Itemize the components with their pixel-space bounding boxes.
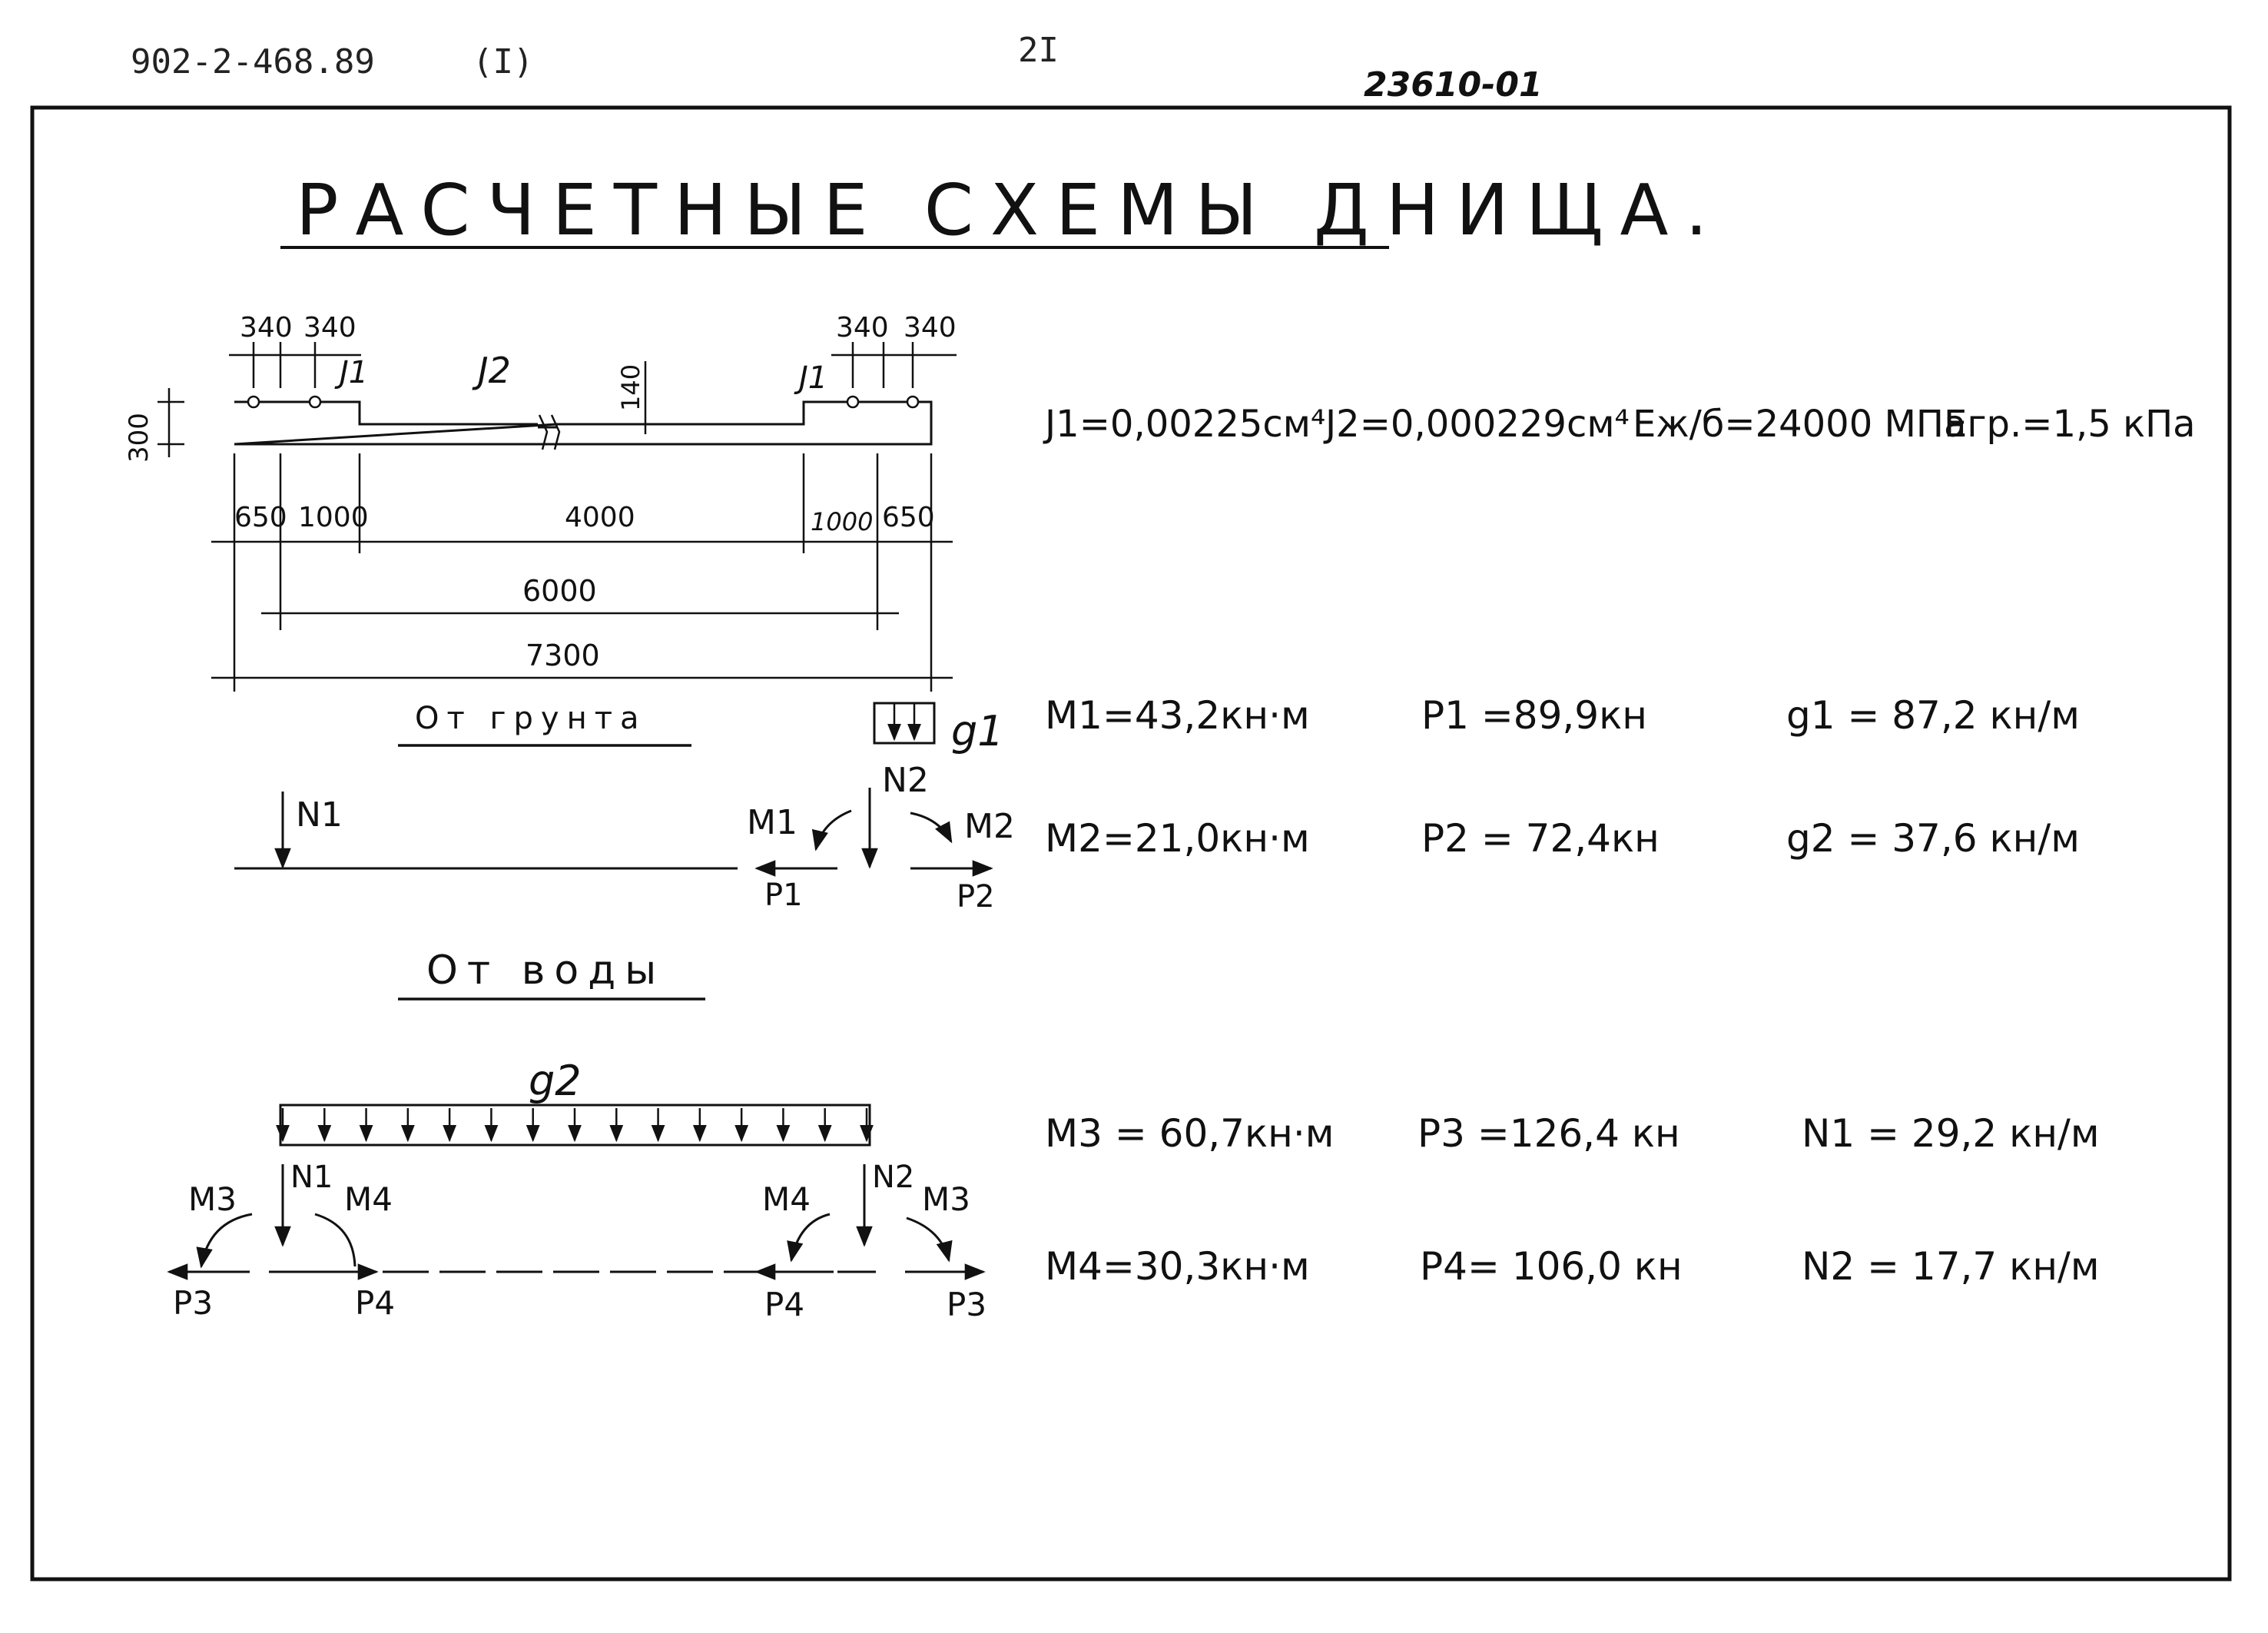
label-y1-right: Ј1 <box>799 360 828 396</box>
label-y1-left: Ј1 <box>340 355 369 390</box>
heading-water: От воды <box>426 948 666 994</box>
page-number: 2I <box>1018 31 1059 70</box>
slab-outline <box>234 402 931 444</box>
label-p2: P2 <box>957 879 995 914</box>
ground-case-scheme <box>234 701 1015 914</box>
node-2 <box>310 397 320 407</box>
drawing-title: РАСЧЕТНЫЕ СХЕМЫ ДНИЩА. <box>296 169 1725 251</box>
node-4 <box>907 397 918 407</box>
arc-m2 <box>910 813 951 841</box>
label-m2: M2 <box>964 807 1015 846</box>
doc-part: (I) <box>472 42 534 81</box>
dim-650-right: 650 <box>882 502 935 533</box>
inventory-number: 23610-01 <box>1364 65 1543 105</box>
value-m2: M2=21,0кн·м <box>1045 816 1310 861</box>
ground-case-values <box>1045 693 2080 861</box>
value-p1: P1 =89,9кн <box>1421 693 1647 738</box>
label-p1: P1 <box>764 878 803 913</box>
doc-code: 902-2-468.89 <box>131 42 375 81</box>
dim-height-140: 140 <box>616 363 645 411</box>
label-n2-ground: N2 <box>882 761 929 800</box>
dim-1000-left: 1000 <box>298 502 369 533</box>
value-n1: N1 = 29,2 кн/м <box>1802 1111 2100 1156</box>
value-g2: g2 = 37,6 кн/м <box>1786 816 2080 861</box>
slab-section <box>124 312 957 692</box>
label-m1: M1 <box>747 803 797 842</box>
label-p4-right: P4 <box>764 1286 805 1323</box>
label-y2: Ј2 <box>478 350 511 391</box>
label-n2-water: N2 <box>872 1160 915 1195</box>
label-p3-left: P3 <box>173 1284 214 1322</box>
dim-top-right-1: 340 <box>836 312 889 344</box>
value-n2: N2 = 17,7 кн/м <box>1802 1244 2100 1289</box>
dim-6000: 6000 <box>522 574 597 608</box>
node-3 <box>847 397 858 407</box>
load-arrows-g2 <box>283 1108 867 1140</box>
dim-4000: 4000 <box>565 502 635 533</box>
value-p3: P3 =126,4 кн <box>1418 1111 1680 1156</box>
arc-m4-right <box>791 1214 830 1260</box>
value-g1: g1 = 87,2 кн/м <box>1786 693 2080 738</box>
dim-top-right-2: 340 <box>904 312 957 344</box>
load-label-g1: g1 <box>951 707 1004 755</box>
value-m4: M4=30,3кн·м <box>1045 1244 1310 1289</box>
value-m1: M1=43,2кн·м <box>1045 693 1310 738</box>
label-p3-right: P3 <box>947 1286 987 1323</box>
arc-m4-left <box>315 1214 355 1266</box>
dim-height-300: 300 <box>124 413 154 463</box>
param-e-zb: Eж/б=24000 МПа <box>1633 403 1967 446</box>
arc-m3-right <box>907 1218 949 1260</box>
label-n1-ground: N1 <box>296 795 343 835</box>
load-block-g1 <box>874 703 934 743</box>
label-n1-water: N1 <box>290 1160 333 1195</box>
value-p4: P4= 106,0 кн <box>1420 1244 1683 1289</box>
dim-1000-right: 1000 <box>811 507 874 536</box>
param-y1: Ј1=0,00225см⁴ <box>1045 403 1326 446</box>
arc-m1 <box>816 811 851 849</box>
water-case-scheme <box>169 948 986 1323</box>
load-label-g2: g2 <box>529 1057 582 1105</box>
dim-top-left-1: 340 <box>240 312 293 344</box>
node-1 <box>248 397 259 407</box>
dim-650-left: 650 <box>234 502 287 533</box>
value-p2: P2 = 72,4кн <box>1421 816 1660 861</box>
param-e-gr: Eгр.=1,5 кПа <box>1944 403 2196 446</box>
label-m4-left: M4 <box>344 1180 393 1218</box>
heading-ground: От грунта <box>415 701 647 736</box>
water-case-values <box>1045 1111 2100 1289</box>
dim-top-left-2: 340 <box>303 312 356 344</box>
label-m4-right: M4 <box>762 1180 811 1218</box>
dim-7300: 7300 <box>526 639 600 672</box>
arc-m3-left <box>201 1214 252 1266</box>
label-m3-right: M3 <box>922 1180 970 1218</box>
value-m3: M3 = 60,7кн·м <box>1045 1111 1335 1156</box>
section-params <box>1043 403 2196 446</box>
param-y2: Ј2=0,000229см⁴ <box>1325 403 1630 446</box>
label-m3-left: M3 <box>188 1180 237 1218</box>
label-p4-left: P4 <box>355 1284 396 1322</box>
